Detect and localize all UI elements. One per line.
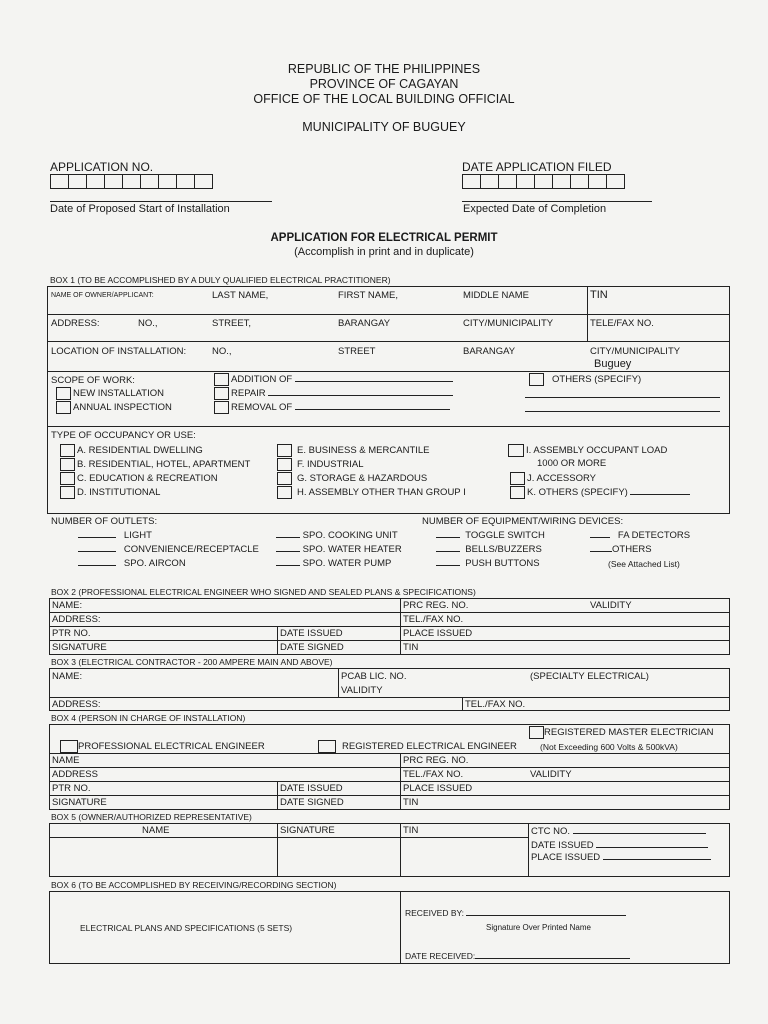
location-no-label[interactable]: NO., — [212, 346, 232, 357]
heater-outlet[interactable]: SPO. WATER HEATER — [276, 544, 402, 555]
header-republic: REPUBLIC OF THE PHILIPPINES — [287, 62, 481, 76]
removal-option[interactable]: REMOVAL OF — [214, 401, 450, 414]
box4-name[interactable]: NAME — [52, 755, 80, 766]
box2-date-signed[interactable]: DATE SIGNED — [280, 642, 344, 653]
checkbox-icon[interactable] — [60, 444, 75, 457]
address-street-label[interactable]: STREET, — [212, 318, 252, 329]
signature-printed-name: Signature Over Printed Name — [486, 923, 591, 932]
occupancy-i[interactable]: I. ASSEMBLY OCCUPANT LOAD — [508, 444, 667, 457]
box2-tin[interactable]: TIN — [403, 642, 419, 653]
checkbox-icon[interactable] — [56, 387, 71, 400]
toggle-switch[interactable]: TOGGLE SWITCH — [436, 530, 545, 541]
attached-list-note: (See Attached List) — [608, 559, 680, 569]
occupancy-b[interactable]: B. RESIDENTIAL, HOTEL, APARTMENT — [60, 458, 250, 471]
repair-option[interactable]: REPAIR — [214, 387, 453, 400]
box3-pcab[interactable]: PCAB LIC. NO. — [341, 671, 407, 682]
checkbox-icon[interactable] — [56, 401, 71, 414]
owner-label: NAME OF OWNER/APPLICANT: — [51, 292, 154, 299]
ree-option[interactable]: REGISTERED ELECTRICAL ENGINEER — [318, 740, 517, 753]
application-no-boxes[interactable] — [51, 174, 213, 189]
occupancy-g[interactable]: G. STORAGE & HAZARDOUS — [277, 472, 427, 485]
aircon-outlet[interactable]: SPO. AIRCON — [78, 558, 186, 569]
box2-ptr[interactable]: PTR NO. — [52, 628, 91, 639]
box3-address[interactable]: ADDRESS: — [52, 699, 101, 710]
box4-date-issued[interactable]: DATE ISSUED — [280, 783, 343, 794]
bells-buzzers[interactable]: BELLS/BUZZERS — [436, 544, 542, 555]
occupancy-e[interactable]: E. BUSINESS & MERCANTILE — [277, 444, 430, 457]
box5-place-issued[interactable]: PLACE ISSUED — [531, 852, 711, 863]
header-municipality: MUNICIPALITY OF BUGUEY — [302, 120, 466, 134]
box6-heading: BOX 6 (TO BE ACCOMPLISHED BY RECEIVING/RECORDING SECTION) — [51, 880, 337, 890]
last-name-label[interactable]: LAST NAME, — [212, 290, 269, 301]
occupancy-a[interactable]: A. RESIDENTIAL DWELLING — [60, 444, 203, 457]
box2-date-issued[interactable]: DATE ISSUED — [280, 628, 343, 639]
box1-heading: BOX 1 (TO BE ACCOMPLISHED BY A DULY QUALIFIED ELECTRICAL PRACTITIONER) — [50, 275, 391, 285]
address-label: ADDRESS: — [51, 318, 100, 329]
outlets-label: NUMBER OF OUTLETS: — [51, 516, 158, 527]
box5-ctc[interactable]: CTC NO. — [531, 826, 706, 837]
others-scope-option[interactable]: OTHERS (SPECIFY) — [529, 373, 641, 386]
box3-name[interactable]: NAME: — [52, 671, 83, 682]
box2-validity[interactable]: VALIDITY — [590, 600, 632, 611]
box3-validity[interactable]: VALIDITY — [341, 685, 383, 696]
box5-signature[interactable]: SIGNATURE — [280, 825, 335, 836]
cooking-outlet[interactable]: SPO. COOKING UNIT — [276, 530, 398, 541]
box4-heading: BOX 4 (PERSON IN CHARGE OF INSTALLATION) — [51, 713, 246, 723]
middle-name-label[interactable]: MIDDLE NAME — [463, 290, 529, 301]
checkbox-icon[interactable] — [510, 486, 525, 499]
checkbox-icon[interactable] — [60, 458, 75, 471]
box5-heading: BOX 5 (OWNER/AUTHORIZED REPRESENTATIVE) — [51, 812, 252, 822]
box4-prc[interactable]: PRC REG. NO. — [403, 755, 469, 766]
location-label: LOCATION OF INSTALLATION: — [51, 346, 187, 357]
box4-tin[interactable]: TIN — [403, 797, 419, 808]
header-province: PROVINCE OF CAGAYAN — [309, 77, 459, 91]
box2-tel[interactable]: TEL./FAX NO. — [403, 614, 464, 625]
box4-date-signed[interactable]: DATE SIGNED — [280, 797, 344, 808]
scope-label: SCOPE OF WORK: — [51, 375, 135, 386]
box3-heading: BOX 3 (ELECTRICAL CONTRACTOR - 200 AMPERE MAIN AND ABOVE) — [51, 657, 333, 667]
checkbox-icon[interactable] — [529, 726, 544, 739]
date-filed-boxes[interactable] — [463, 174, 625, 189]
box4-validity[interactable]: VALIDITY — [530, 769, 572, 780]
box2-prc[interactable]: PRC REG. NO. — [403, 600, 469, 611]
tin-label[interactable]: TIN — [590, 289, 608, 301]
checkbox-icon[interactable] — [318, 740, 336, 753]
application-no-label: APPLICATION NO. — [50, 160, 154, 174]
address-city-label[interactable]: CITY/MUNICIPALITY — [463, 318, 554, 329]
convenience-outlet[interactable]: CONVENIENCE/RECEPTACLE — [78, 544, 259, 555]
checkbox-icon[interactable] — [60, 740, 78, 753]
checkbox-icon[interactable] — [277, 472, 292, 485]
header-office: OFFICE OF THE LOCAL BUILDING OFFICIAL — [253, 92, 515, 106]
push-buttons[interactable]: PUSH BUTTONS — [436, 558, 540, 569]
box5-tin[interactable]: TIN — [403, 825, 419, 836]
checkbox-icon[interactable] — [214, 373, 229, 386]
occupancy-k[interactable]: K. OTHERS (SPECIFY) — [510, 486, 690, 499]
date-filed-label: DATE APPLICATION FILED — [462, 160, 612, 174]
annual-inspection-option[interactable]: ANNUAL INSPECTION — [56, 401, 172, 414]
checkbox-icon[interactable] — [214, 401, 229, 414]
checkbox-icon[interactable] — [529, 373, 544, 386]
tel-fax-label[interactable]: TELE/FAX NO. — [590, 318, 654, 329]
not-exceeding-note: (Not Exceeding 600 Volts & 500kVA) — [540, 742, 678, 752]
box2-heading: BOX 2 (PROFESSIONAL ELECTRICAL ENGINEER WHO SIGNED AND SEALED PLANS & SPECIFICATIONS) — [51, 587, 476, 597]
box2-address[interactable]: ADDRESS: — [52, 614, 101, 625]
location-street-label[interactable]: STREET — [338, 346, 376, 357]
checkbox-icon[interactable] — [277, 444, 292, 457]
proposed-start-label: Date of Proposed Start of Installation — [50, 203, 230, 215]
equipment-label: NUMBER OF EQUIPMENT/WIRING DEVICES: — [422, 516, 624, 527]
proposed-start-line[interactable] — [50, 201, 272, 202]
box3-specialty: (SPECIALTY ELECTRICAL) — [530, 671, 649, 682]
first-name-label[interactable]: FIRST NAME, — [338, 290, 398, 301]
occupancy-j[interactable]: J. ACCESSORY — [510, 472, 596, 485]
occupancy-c[interactable]: C. EDUCATION & RECREATION — [60, 472, 218, 485]
plans-specs-label: ELECTRICAL PLANS AND SPECIFICATIONS (5 SETS) — [80, 923, 293, 933]
form-subtitle: (Accomplish in print and in duplicate) — [294, 246, 474, 258]
fa-detectors[interactable]: FA DETECTORS — [590, 530, 690, 541]
occupancy-d[interactable]: D. INSTITUTIONAL — [60, 486, 160, 499]
date-received[interactable]: DATE RECEIVED: — [405, 951, 630, 961]
addition-option[interactable]: ADDITION OF — [214, 373, 453, 386]
location-barangay-label[interactable]: BARANGAY — [463, 346, 516, 357]
box2-place-issued[interactable]: PLACE ISSUED — [403, 628, 473, 639]
others-line-1[interactable] — [525, 397, 720, 398]
occupancy-h[interactable]: H. ASSEMBLY OTHER THAN GROUP I — [277, 486, 466, 499]
checkbox-icon[interactable] — [60, 486, 75, 499]
occupancy-f[interactable]: F. INDUSTRIAL — [277, 458, 364, 471]
box4-address[interactable]: ADDRESS — [52, 769, 98, 780]
equipment-others[interactable]: OTHERS — [590, 544, 652, 555]
completion-label: Expected Date of Completion — [463, 203, 607, 215]
box4-ptr[interactable]: PTR NO. — [52, 783, 91, 794]
box3-tel[interactable]: TEL./FAX NO. — [465, 699, 526, 710]
box5-date-issued[interactable]: DATE ISSUED — [531, 840, 708, 851]
box4-tel[interactable]: TEL./FAX NO. — [403, 769, 464, 780]
checkbox-icon[interactable] — [214, 387, 229, 400]
new-installation-option[interactable]: NEW INSTALLATION — [56, 387, 164, 400]
completion-line[interactable] — [462, 201, 652, 202]
master-electrician-option[interactable]: REGISTERED MASTER ELECTRICIAN — [529, 726, 713, 739]
received-by[interactable]: RECEIVED BY: — [405, 908, 626, 918]
occupancy-label: TYPE OF OCCUPANCY OR USE: — [51, 430, 196, 441]
checkbox-icon[interactable] — [60, 472, 75, 485]
checkbox-icon[interactable] — [508, 444, 524, 457]
location-city-value[interactable]: Buguey — [594, 358, 632, 370]
checkbox-icon[interactable] — [277, 458, 292, 471]
location-city-label: CITY/MUNICIPALITY — [590, 346, 681, 357]
box4-signature[interactable]: SIGNATURE — [52, 797, 107, 808]
box4-place-issued[interactable]: PLACE ISSUED — [403, 783, 473, 794]
occupancy-i-load: 1000 OR MORE — [537, 458, 607, 469]
form-title: APPLICATION FOR ELECTRICAL PERMIT — [270, 232, 498, 244]
address-barangay-label[interactable]: BARANGAY — [338, 318, 391, 329]
box2-signature[interactable]: SIGNATURE — [52, 642, 107, 653]
pump-outlet[interactable]: SPO. WATER PUMP — [276, 558, 391, 569]
light-outlet[interactable]: LIGHT — [78, 530, 152, 541]
box2-name[interactable]: NAME: — [52, 600, 83, 611]
box5-name[interactable]: NAME — [142, 825, 170, 836]
pee-option[interactable]: PROFESSIONAL ELECTRICAL ENGINEER — [60, 740, 265, 753]
checkbox-icon[interactable] — [277, 486, 292, 499]
address-no-label[interactable]: NO., — [138, 318, 158, 329]
others-line-2[interactable] — [525, 411, 720, 412]
checkbox-icon[interactable] — [510, 472, 525, 485]
